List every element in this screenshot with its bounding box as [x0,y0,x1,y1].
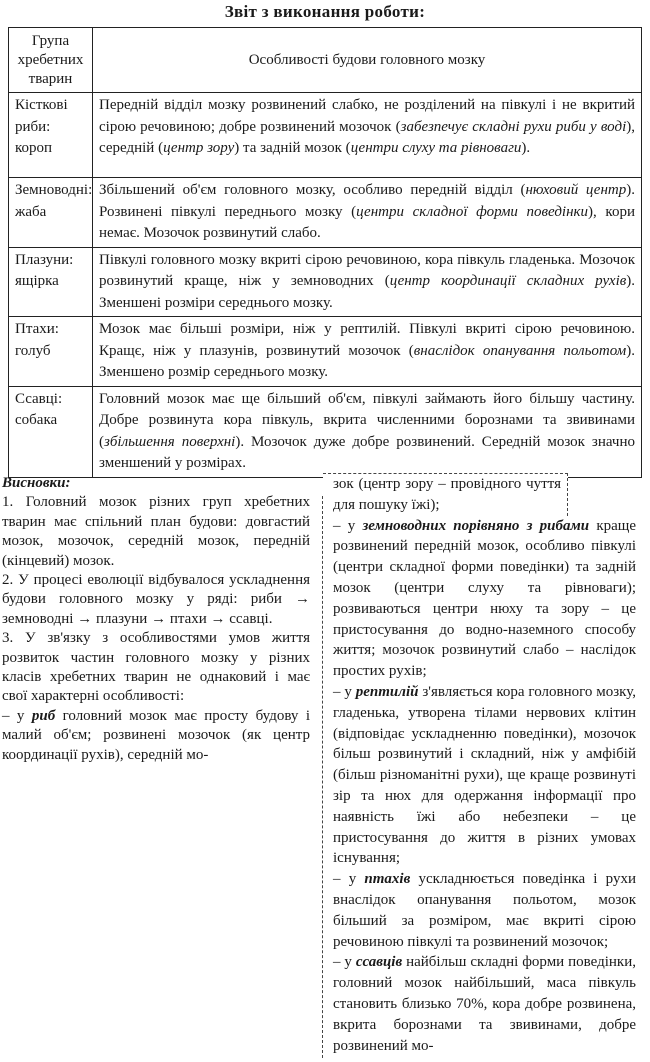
conclusion-fish: – у риб головний мозок має просту будову і малий об'єм; розвинені мозочок (як центр координації рухів), середній мо- [2,707,310,763]
conclusion-1: 1. Головний мозок різних груп хребетних тварин має спільний план будови: довгастий мозок, мозочок, середній мозок, передній (кінцевий) мозок. [2,494,310,569]
row-desc-fish: Передній відділ мозку розвинений слабко, не розділений на півкулі і не вкритий сірою речовиною; добре розвинений мозочок (забезпечує складні рухи риби у воді), середній (центр зору) та задній мозок (центри слуху та рівноваги). [93,93,642,178]
conclusion-birds: – у птахів ускладнюється поведінка і рухи внаслідок опанування польотом, мозок більший за розміром, має вкриті сірою речовиною півкулі та розвинений мозочок; [333,871,637,950]
conclusions-right-column [322,476,637,1058]
row-group-fish: Кісткові риби: короп [9,93,93,178]
conclusion-2: 2. У процесі еволюції відбувалося ускладнення будови головного мозку у ряді: риби → земноводні → плазуни → птахи → ссавці. [2,572,310,627]
report-title: Звіт з виконання роботи: [224,2,426,21]
row-group-amphibians: Земноводні: жаба [9,178,93,248]
table-row [9,178,642,248]
header-features: Особливості будови головного мозку [93,28,642,93]
table-row [9,386,642,477]
row-desc-mammals: Головний мозок має ще більший об'єм, півкулі займають його більшу частину. Добре розвинута кора півкуль, вкрита численними борознами та звивинами (збільшення поверхні). Мозочок дуже добре розвинений. Середній мозок значно зменшений у розмірах. [93,386,642,477]
row-group-birds: Птахи: голуб [9,317,93,387]
conclusion-mammals: – у ссавців найбільш складні форми поведінки, головний мозок найбільший, маса півкуль становить близько 70%, кора добре розвинена, вкрита борознами та звивинами, добре розвинений мо- [333,954,636,1054]
row-group-reptiles: Плазуни: ящірка [9,247,93,317]
conclusion-3: 3. У зв'язку з особливостями умов життя розвиток частин головного мозку у різних класів хребетних тварин не однаковий і має свої характерні особливості: [2,630,310,705]
row-group-mammals: Ссавці: собака [9,386,93,477]
row-desc-reptiles: Півкулі головного мозку вкриті сірою речовиною, кора півкуль гладенька. Мозочок розвинутий краще, ніж у земноводних (центр координації складних рухів). Зменшені розміри середнього мозку. [93,247,642,317]
table-row [9,317,642,387]
conclusion-amphibians: – у земноводних порівняно з рибами краще розвинений передній мозок, особливо півкулі (центри складної форми поведінки) та задній мозок (центри слуху та рівноваги); розвиваються центри нюху та зору – це пристосування до водно-наземного способу життя; мозочок розвинутий слабо – наслідок простих рухів; [333,517,637,680]
row-desc-birds: Мозок має більші розміри, ніж у рептилій. Півкулі вкриті сірою речовиною. Кращє, ніж у плазунів, розвинутий мозочок (внаслідок опанування польотом). Зменшено розмір середнього мозку. [93,317,642,387]
table-header-row [9,28,642,93]
row-desc-amphibians: Збільшений об'єм головного мозку, особливо передній відділ (нюховий центр). Розвинені півкулі переднього мозку (центри складної форми поведінки), кори немає. Мозочок розвинутий слабо. [93,178,642,248]
conclusions-left-column [2,474,310,765]
table-row [9,247,642,317]
comparison-table [8,27,642,478]
conclusions-title: Висновки: [2,475,71,491]
header-group: Група хребетних тварин [9,28,93,93]
conclusion-continuation: зок (центр зору – провідного чуття для пошуку їжі); [323,473,568,516]
conclusion-reptiles: – у рептилій з'являється кора головного мозку, гладенька, утворена тілами нервових клітин (відповідає ускладненню поведінки), мозочок більш розвинутий і складний, ніж у амфібій (більш різноманітні рухи), ще краще розвинуті зір та нюх для одержання інформації про наявність їжі або небезпеки – це пристосування до життя в різних умовах існування; [333,683,636,867]
table-row [9,93,642,178]
